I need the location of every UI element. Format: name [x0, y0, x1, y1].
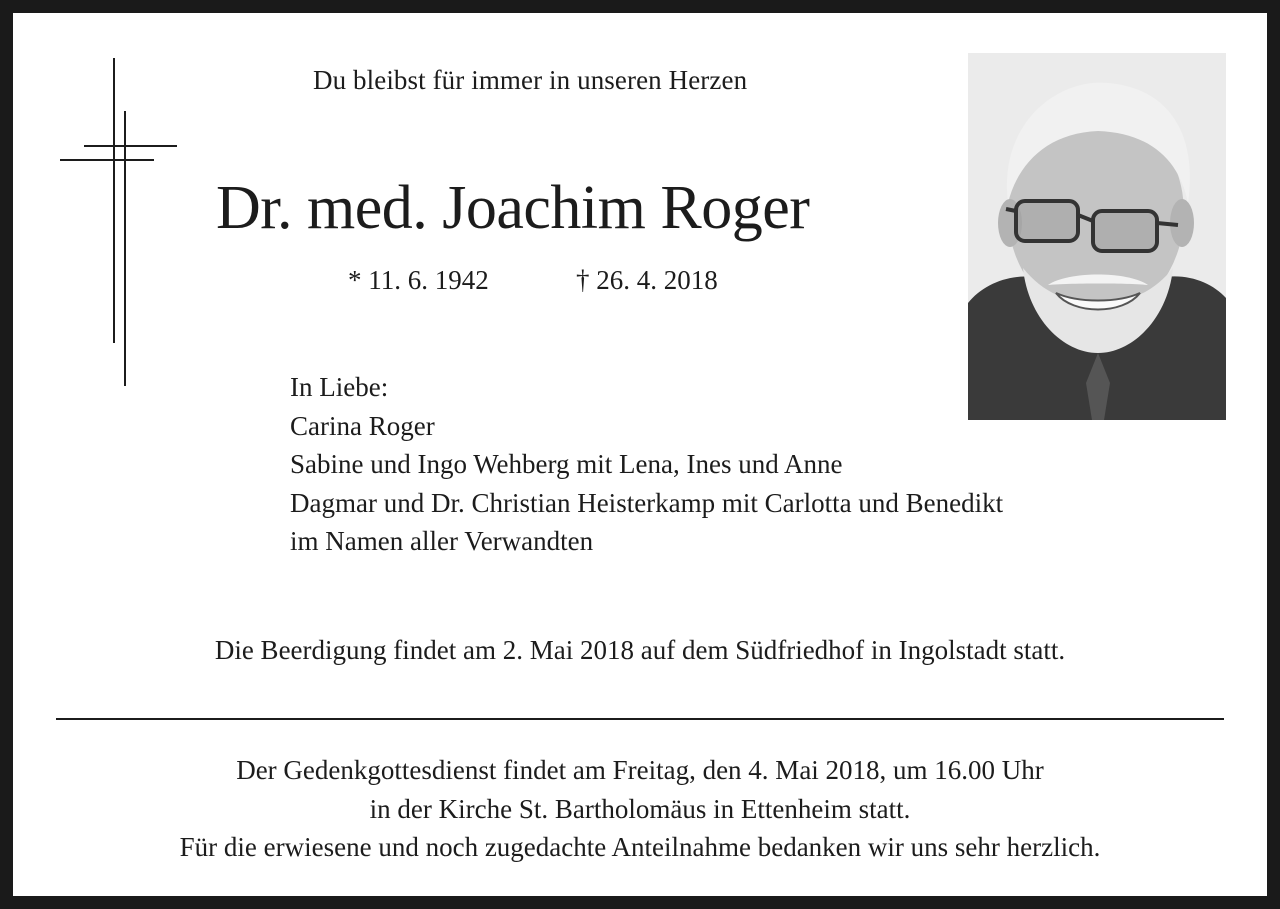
birth-date: * 11. 6. 1942	[348, 265, 489, 295]
death-date: † 26. 4. 2018	[576, 265, 718, 295]
family-line: Sabine und Ingo Wehberg mit Lena, Ines und Anne	[290, 449, 843, 479]
portrait-illustration	[968, 53, 1226, 420]
family-intro: In Liebe:	[290, 372, 389, 402]
cross-icon	[13, 13, 193, 403]
thanks-line: Für die erwiesene und noch zugedachte Anteilnahme bedanken wir uns sehr herzlich.	[179, 832, 1101, 862]
deceased-name: Dr. med. Joachim Roger	[216, 174, 810, 242]
family-list	[290, 368, 1003, 561]
portrait-photo	[968, 53, 1226, 420]
family-line: Dagmar und Dr. Christian Heisterkamp mit Carlotta und Benedikt	[290, 487, 1004, 518]
motto-text: Du bleibst für immer in unseren Herzen	[313, 65, 748, 95]
obituary-notice	[13, 13, 1267, 896]
service-line: Der Gedenkgottesdienst findet am Freitag, den 4. Mai 2018, um 16.00 Uhr	[236, 755, 1044, 785]
funeral-info: Die Beerdigung findet am 2. Mai 2018 auf dem Südfriedhof in Ingolstadt statt.	[214, 635, 1066, 665]
memorial-service-info	[13, 751, 1267, 867]
service-line: in der Kirche St. Bartholomäus in Ettenheim statt.	[369, 793, 911, 824]
divider-line	[56, 718, 1224, 720]
family-line: im Namen aller Verwandten	[290, 526, 594, 556]
family-line: Carina Roger	[290, 410, 435, 441]
